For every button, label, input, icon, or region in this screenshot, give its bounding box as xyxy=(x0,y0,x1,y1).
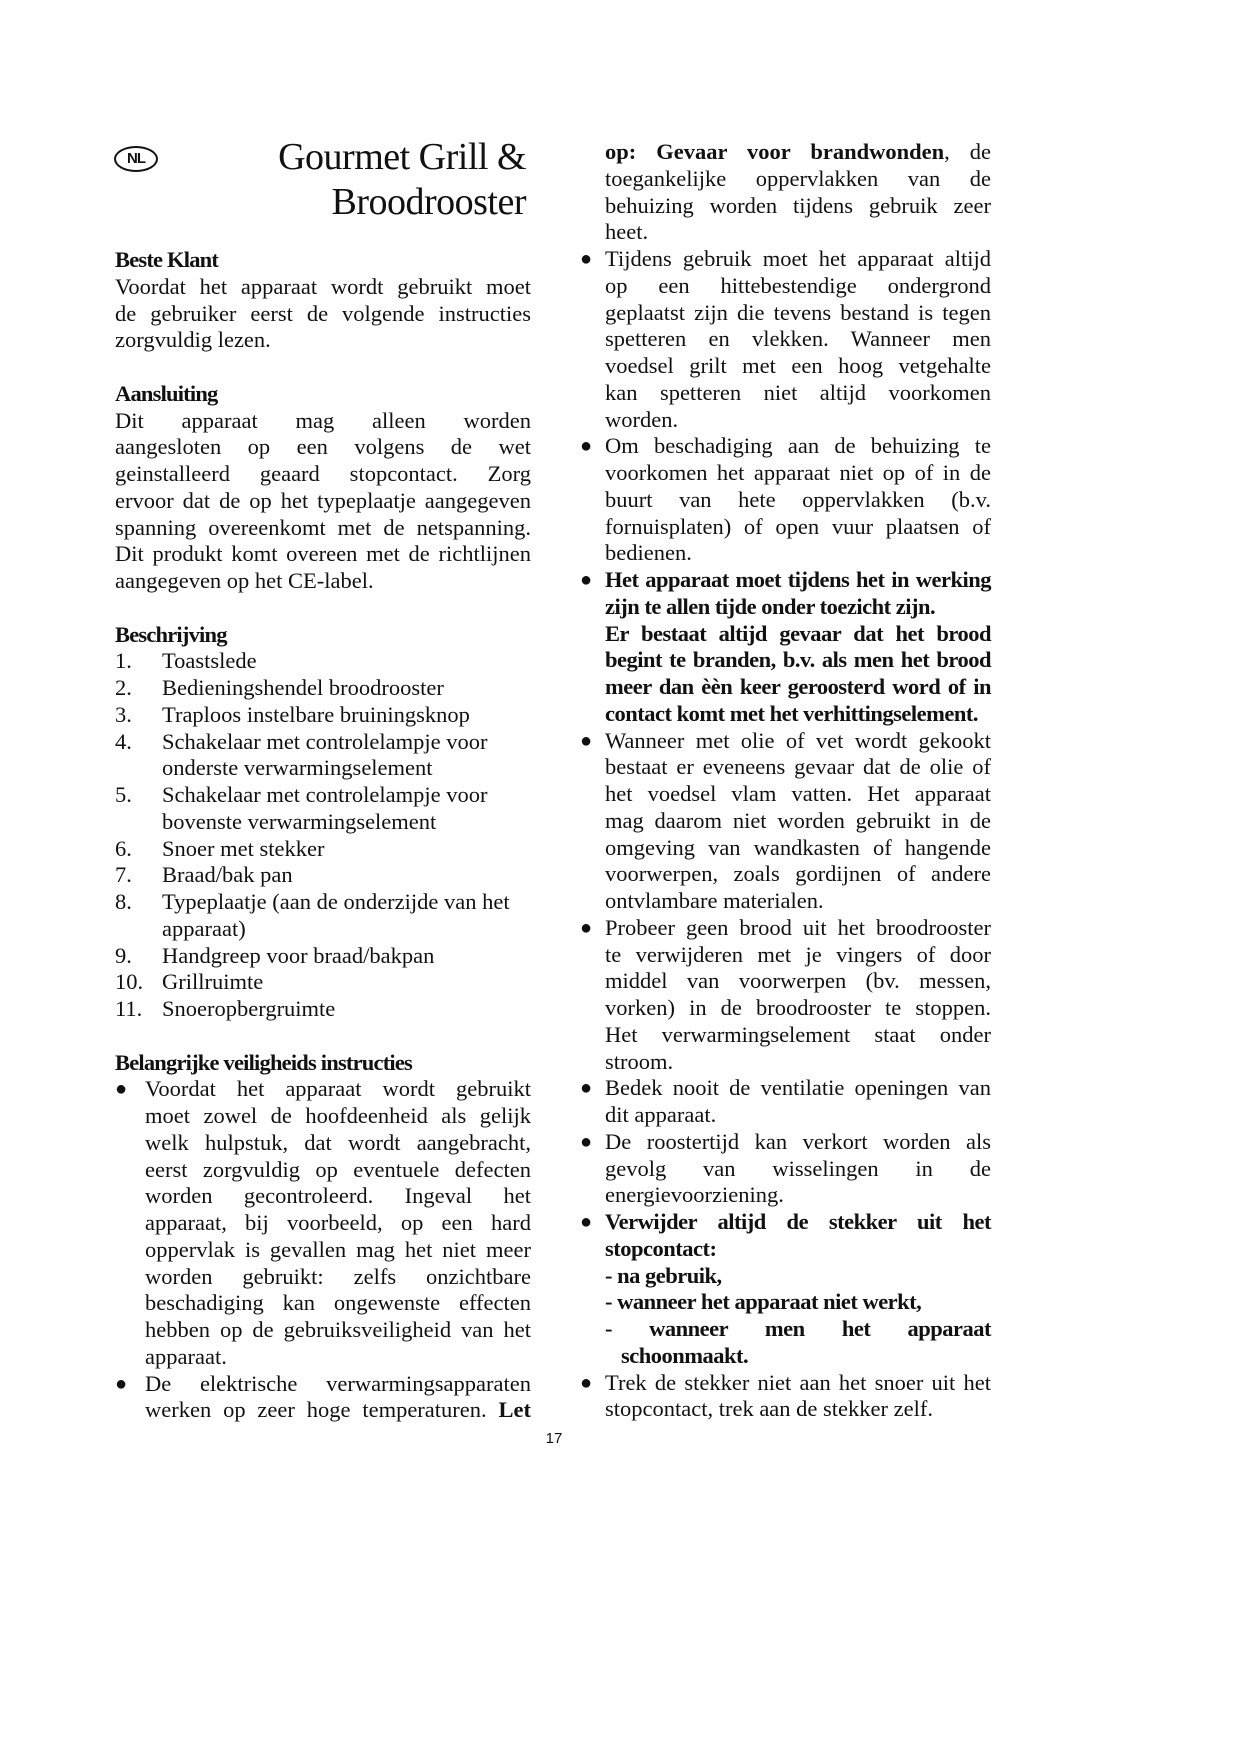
blank-line xyxy=(115,354,531,381)
bullet-item xyxy=(580,567,991,728)
text-segment: werken op zeer hoge temperaturen. xyxy=(145,1397,499,1423)
text-line: Belangrijke veiligheids instructies xyxy=(115,1049,412,1075)
text-line: beschadiging kan ongewenste effecten xyxy=(145,1290,531,1316)
block-text xyxy=(162,889,531,943)
text-line: De elektrische verwarmingsapparaten xyxy=(145,1370,531,1396)
text-line: begint te branden, b.v. als men het brood xyxy=(605,647,991,673)
text-line: energievoorziening. xyxy=(605,1182,784,1208)
text-line: Trek de stekker niet aan het snoer uit het xyxy=(605,1369,991,1395)
text-line: op een hittebestendige ondergrond xyxy=(605,272,991,298)
text-line: Schakelaar met controlelampje voor xyxy=(162,728,488,754)
text-line: worden gecontroleerd. Ingeval het xyxy=(145,1183,531,1209)
list-item xyxy=(115,862,531,889)
text-line: - na gebruik, xyxy=(605,1262,722,1288)
text-line: Beschrijving xyxy=(115,621,227,647)
text-line: Het verwarmingselement staat onder xyxy=(605,1021,991,1047)
list-item xyxy=(115,943,531,970)
text-line: worden gebruikt: zelfs onzichtbare xyxy=(145,1263,531,1289)
list-number: 9. xyxy=(115,942,132,968)
title-line: Broodrooster xyxy=(331,181,526,223)
block-text xyxy=(162,675,531,702)
block-text xyxy=(605,1129,991,1209)
text-line: hebben op de gebruiksveiligheid van het xyxy=(145,1317,531,1342)
text-line: - wanneer men het apparaat xyxy=(605,1316,991,1341)
block-text xyxy=(145,1371,531,1425)
text-line: voedsel grilt met een hoog vetgehalte xyxy=(605,353,991,378)
list-item xyxy=(115,675,531,702)
blank-line xyxy=(115,595,531,622)
list-item xyxy=(115,836,531,863)
text-line: oppervlak is gevallen mag het niet meer xyxy=(145,1236,531,1262)
bullet-item xyxy=(580,915,991,1076)
bullet-item xyxy=(115,1371,531,1425)
text-line: moet zowel de hoofdeenheid als gelijk xyxy=(145,1103,531,1128)
block-text xyxy=(162,943,531,970)
text-line: aangesloten op een volgens de wet xyxy=(115,434,531,460)
bullet-item xyxy=(580,1370,991,1424)
bullet-icon: ● xyxy=(580,1211,593,1233)
list-number: 6. xyxy=(115,835,132,861)
text-line: voorwerpen, zoals gordijnen of andere xyxy=(605,861,991,887)
paragraph xyxy=(115,408,531,595)
text-line: worden. xyxy=(605,406,679,432)
text-line: welk hulpstuk, dat wordt aangebracht, xyxy=(145,1129,531,1155)
list-number: 5. xyxy=(115,782,132,807)
list-item xyxy=(115,782,531,836)
text-line: mag daarom niet worden gebruikt in de xyxy=(605,807,991,833)
text-line: apparaat. xyxy=(145,1343,227,1369)
text-line: apparaat, bij voorbeeld, op een hard xyxy=(145,1210,531,1235)
text-line xyxy=(605,139,991,166)
text-line: het voedsel vlam vatten. Het apparaat xyxy=(605,781,991,806)
page-number: 17 xyxy=(545,1430,563,1447)
list-item xyxy=(115,648,531,675)
list-number: 7. xyxy=(115,862,132,888)
text-line: schoonmaakt. xyxy=(621,1342,749,1368)
text-line: ervoor dat de op het typeplaatje aangegeven xyxy=(115,487,531,513)
text-line: Snoeropbergruimte xyxy=(162,996,336,1021)
list-number: 2. xyxy=(115,675,132,700)
text-line: Grillruimte xyxy=(162,969,264,995)
text-line: Het apparaat moet tijdens het in werking xyxy=(605,567,991,592)
blank-line xyxy=(115,1023,531,1050)
list-number: 8. xyxy=(115,889,132,914)
text-line: De roostertijd kan verkort worden als xyxy=(605,1128,991,1154)
text-line: heet. xyxy=(605,219,649,245)
section-heading xyxy=(115,622,531,649)
text-line: Toastslede xyxy=(162,648,257,674)
bullet-item xyxy=(580,1129,991,1209)
section-heading xyxy=(115,381,531,408)
list-number: 1. xyxy=(115,648,132,674)
text-line: Aansluiting xyxy=(115,380,218,406)
text-line: onderste verwarmingselement xyxy=(162,755,433,781)
text-line: Braad/bak pan xyxy=(162,862,293,888)
language-badge-nl: NL xyxy=(114,146,158,172)
bullet-icon: ● xyxy=(580,1077,593,1100)
text-line: Er bestaat altijd gevaar dat het brood xyxy=(605,620,991,646)
text-line: gevolg van wisselingen in de xyxy=(605,1155,991,1181)
text-line: Om beschadiging aan de behuizing te xyxy=(605,433,991,459)
text-segment: , de xyxy=(944,139,991,164)
list-item xyxy=(115,729,531,783)
text-line: bedienen. xyxy=(605,540,692,566)
text-line: Probeer geen brood uit het broodrooster xyxy=(605,914,991,940)
text-line: omgeving van wandkasten of hangende xyxy=(605,834,991,860)
text-line: te verwijderen met je vingers of door xyxy=(605,941,991,967)
text-line: Verwijder altijd de stekker uit het xyxy=(605,1209,991,1234)
text-line: vorken) in de broodrooster te stoppen. xyxy=(605,995,991,1020)
list-item xyxy=(115,996,531,1023)
block-text xyxy=(162,862,531,889)
text-line: Bedek nooit de ventilatie openingen van xyxy=(605,1075,991,1101)
bullet-item xyxy=(115,1076,531,1370)
text-line: aangegeven op het CE-label. xyxy=(115,568,374,593)
bullet-icon: ● xyxy=(580,729,593,752)
bullet-icon: ● xyxy=(115,1078,128,1101)
block-text xyxy=(605,1209,991,1370)
text-line: Beste Klant xyxy=(115,247,219,272)
text-line: zijn te allen tijde onder toezicht zijn. xyxy=(605,593,936,619)
left-column xyxy=(115,247,531,1424)
text-line: meer dan èèn keer geroosterd word of in xyxy=(605,674,991,699)
block-text xyxy=(162,969,531,996)
right-column xyxy=(580,139,991,1423)
bullet-icon: ● xyxy=(580,569,593,591)
text-line: geinstalleerd geaard stopcontact. Zorg xyxy=(115,461,531,486)
text-line: ontvlambare materialen. xyxy=(605,888,824,913)
bullet-item xyxy=(580,728,991,915)
section-heading xyxy=(115,1050,531,1077)
block-text xyxy=(145,1076,531,1370)
bullet-item xyxy=(580,1075,991,1129)
text-line: spetteren en vlekken. Wanneer men xyxy=(605,326,991,352)
list-item xyxy=(115,702,531,729)
bullet-icon: ● xyxy=(580,435,593,458)
bullet-icon: ● xyxy=(580,1371,593,1394)
text-line: Dit apparaat mag alleen worden xyxy=(115,407,531,433)
block-text xyxy=(605,728,991,915)
section-heading xyxy=(115,247,531,274)
paragraph-continuation xyxy=(580,139,991,246)
text-line: Voordat het apparaat wordt gebruikt xyxy=(145,1076,531,1102)
block-text xyxy=(162,782,531,836)
text-line: stopcontact: xyxy=(605,1235,717,1261)
text-line: Typeplaatje (aan de onderzijde van het xyxy=(162,889,510,914)
text-line: eerst zorgvuldig op eventuele defecten xyxy=(145,1156,531,1182)
text-line: Bedieningshendel broodrooster xyxy=(162,675,444,700)
text-line: Dit produkt komt overeen met de richtlijnen xyxy=(115,541,531,567)
text-line: contact komt met het verhittingselement. xyxy=(605,700,979,726)
title-line: Gourmet Grill & xyxy=(278,136,526,178)
bullet-item xyxy=(580,246,991,433)
block-text xyxy=(162,729,531,783)
block-text xyxy=(605,915,991,1076)
paragraph xyxy=(115,274,531,354)
text-line: Handgreep voor braad/bakpan xyxy=(162,942,435,968)
text-line xyxy=(145,1397,531,1424)
block-text xyxy=(605,433,991,567)
text-line: apparaat) xyxy=(162,915,246,941)
text-line: Tijdens gebruik moet het apparaat altijd xyxy=(605,246,991,271)
text-segment: op: Gevaar voor brandwonden xyxy=(605,139,945,164)
text-line: Snoer met stekker xyxy=(162,835,325,861)
bullet-icon: ● xyxy=(580,248,593,270)
text-line: stroom. xyxy=(605,1048,674,1074)
text-line: stopcontact, trek aan de stekker zelf. xyxy=(605,1396,933,1422)
text-line: geplaatst zijn die tevens bestand is tegen xyxy=(605,299,991,325)
text-line: buurt van hete oppervlakken (b.v. xyxy=(605,486,991,512)
block-text xyxy=(605,567,991,728)
bullet-item xyxy=(580,1209,991,1370)
list-number: 11. xyxy=(115,996,143,1021)
text-line: Schakelaar met controlelampje voor xyxy=(162,782,488,807)
bullet-item xyxy=(580,433,991,567)
text-line: - wanneer het apparaat niet werkt, xyxy=(605,1289,922,1315)
document-title xyxy=(200,135,526,225)
block-text xyxy=(605,246,991,433)
bullet-icon: ● xyxy=(580,916,593,939)
block-text xyxy=(162,702,531,729)
text-line: Wanneer met olie of vet wordt gekookt xyxy=(605,727,991,753)
text-line: Voordat het apparaat wordt gebruikt moet xyxy=(115,273,531,299)
text-line: bestaat er eveneens gevaar dat de olie of xyxy=(605,754,991,780)
list-item xyxy=(115,969,531,996)
text-line: bovenste verwarmingselement xyxy=(162,808,437,834)
list-number: 10. xyxy=(115,969,144,995)
bullet-icon: ● xyxy=(115,1372,128,1395)
text-line: spanning overeenkomt met de netspanning. xyxy=(115,514,531,540)
text-line: Traploos instelbare bruiningsknop xyxy=(162,701,470,727)
block-text xyxy=(605,1370,991,1424)
list-item xyxy=(115,889,531,943)
text-segment: Let xyxy=(498,1397,531,1423)
list-number: 4. xyxy=(115,728,132,754)
text-line: fornuisplaten) of open vuur plaatsen of xyxy=(605,513,991,539)
block-text xyxy=(162,996,531,1023)
text-line: zorgvuldig lezen. xyxy=(115,327,271,353)
list-number: 3. xyxy=(115,701,132,727)
text-line: dit apparaat. xyxy=(605,1102,717,1127)
text-line: toegankelijke oppervlakken van de xyxy=(605,165,991,191)
bullet-icon: ● xyxy=(580,1130,593,1153)
text-line: de gebruiker eerst de volgende instructies xyxy=(115,300,531,326)
block-text xyxy=(605,1075,991,1129)
block-text xyxy=(162,836,531,863)
text-line: voorkomen het apparaat niet op of in de xyxy=(605,460,991,485)
block-text xyxy=(162,648,531,675)
text-line: middel van voorwerpen (bv. messen, xyxy=(605,968,991,994)
text-line: kan spetteren niet altijd voorkomen xyxy=(605,379,991,405)
text-line: behuizing worden tijdens gebruik zeer xyxy=(605,192,991,218)
